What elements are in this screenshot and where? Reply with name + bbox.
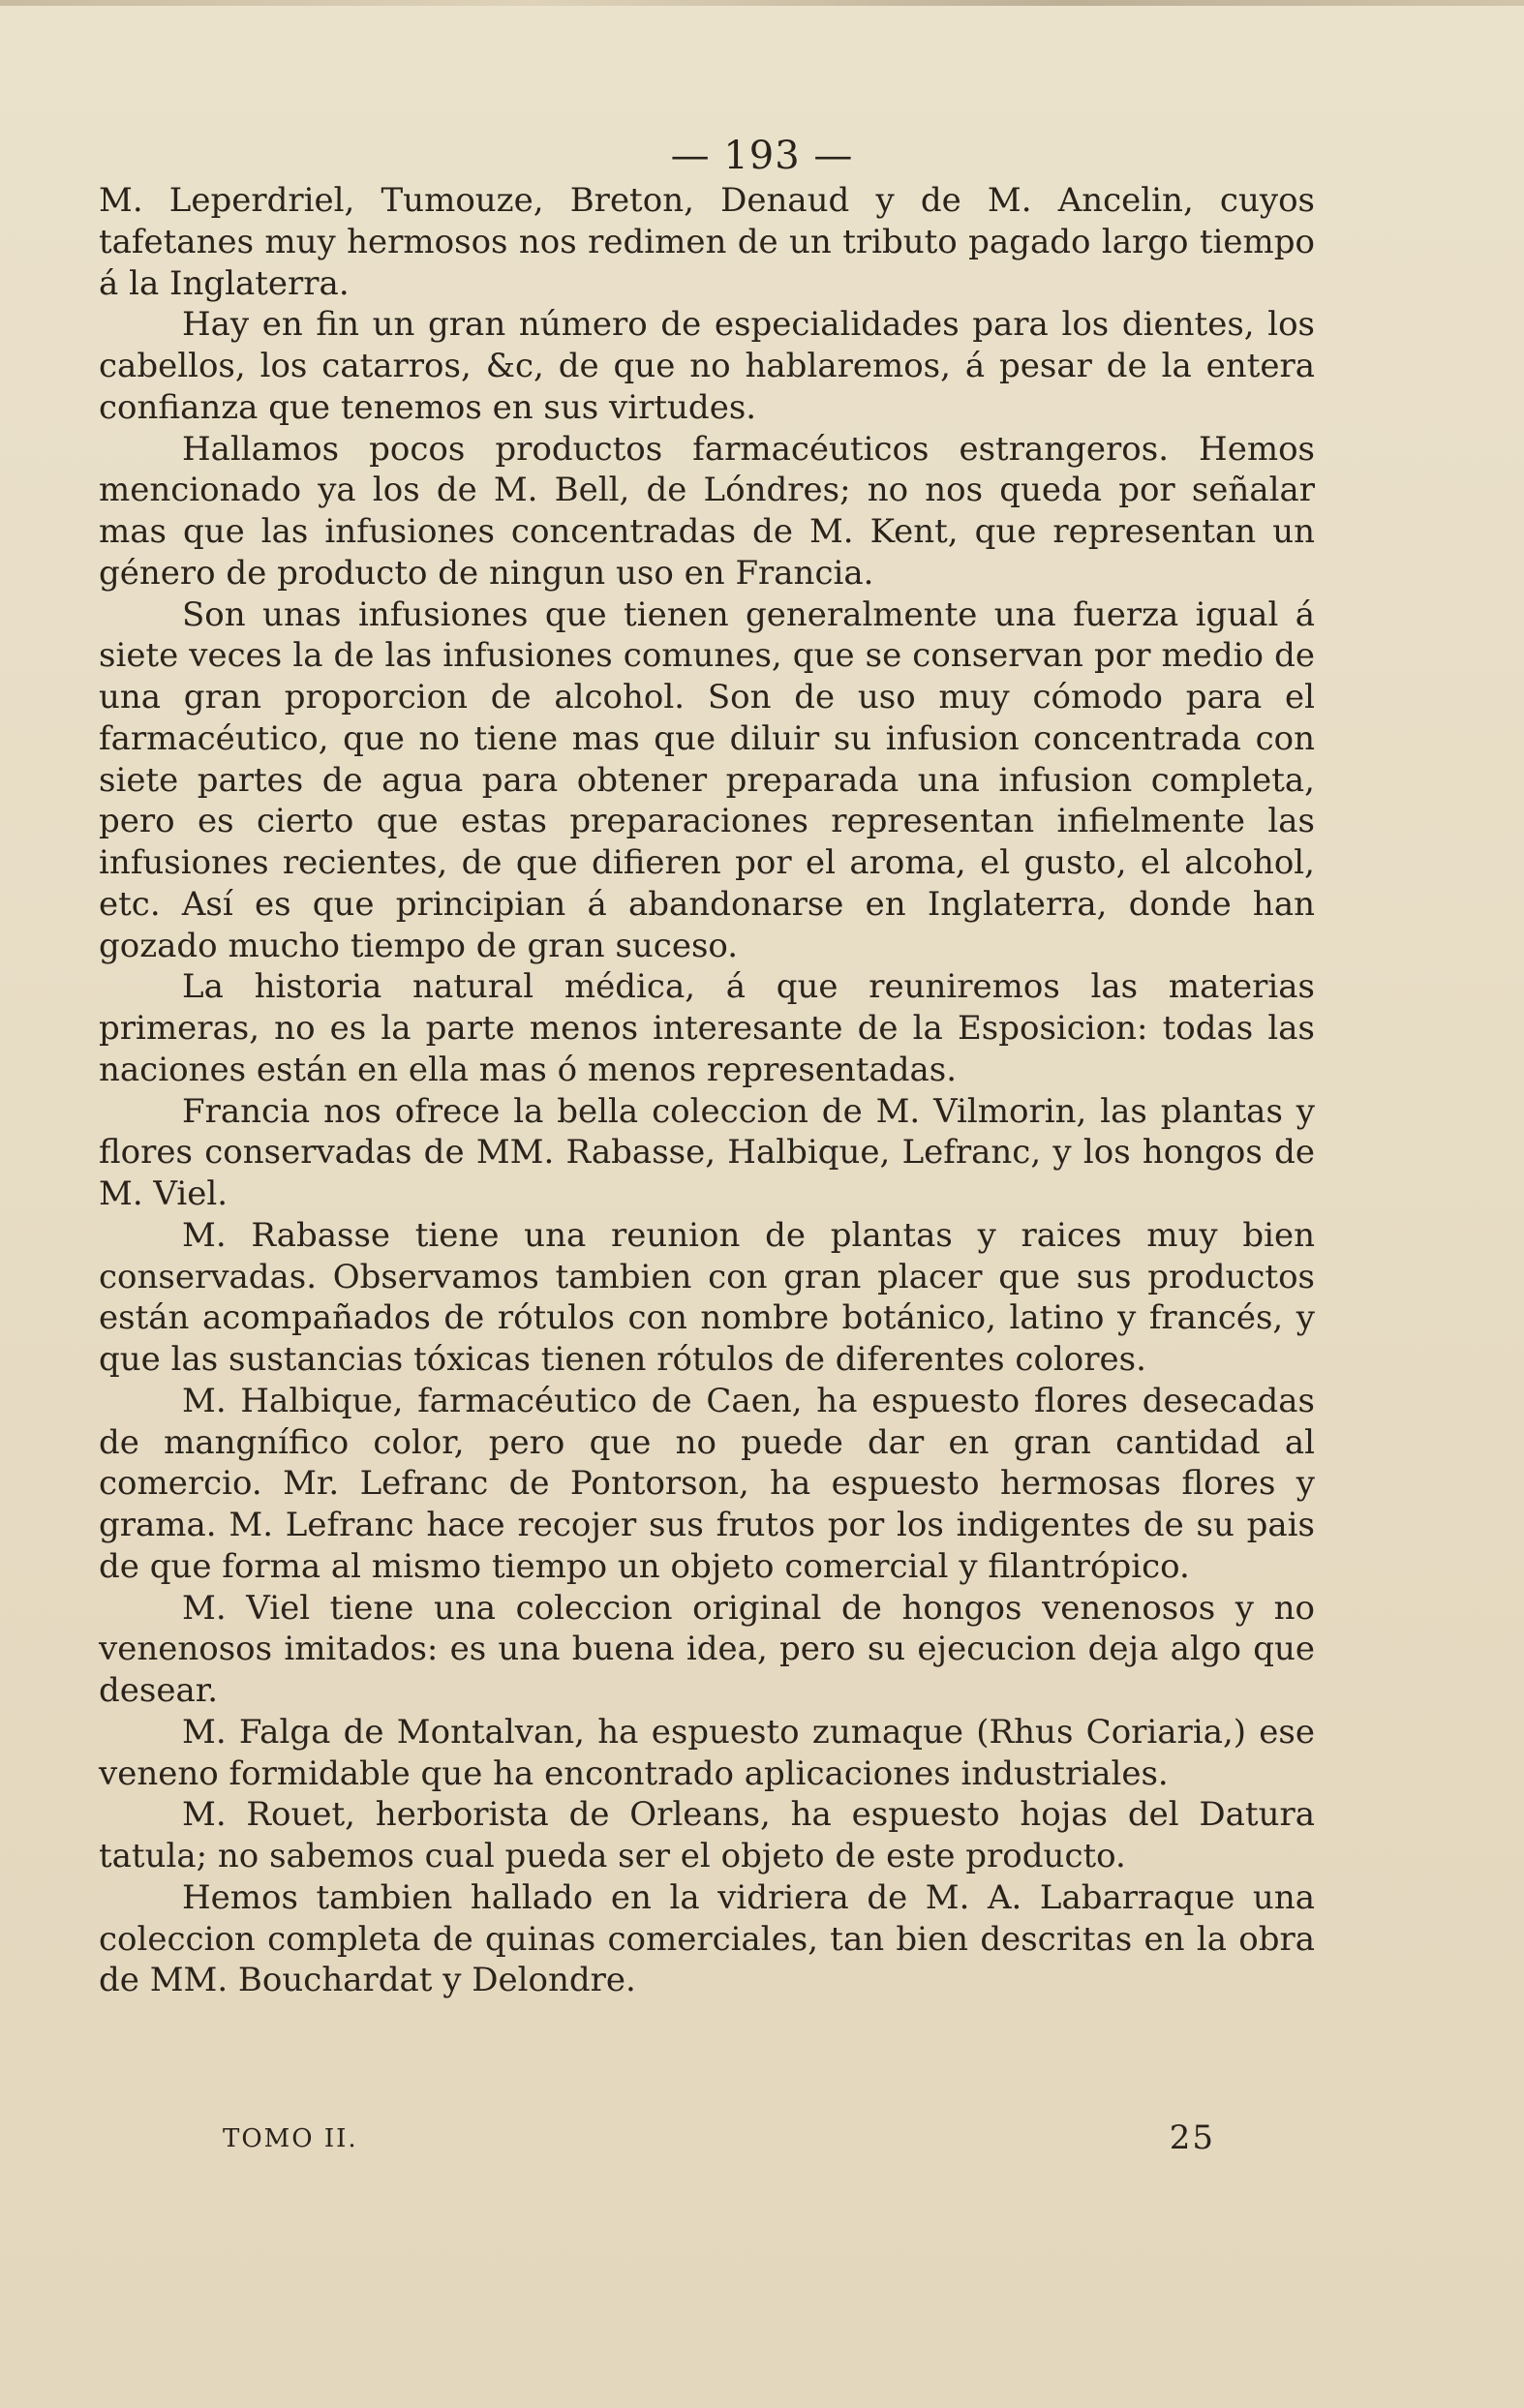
paragraph-10: M. Falga de Montalvan, ha espuesto zumaque (Rhus Coriaria,) ese veneno formidable que ha encontrado aplicaciones industriales. xyxy=(99,1712,1315,1793)
footer-volume: TOMO II. xyxy=(223,2124,358,2153)
paragraph-5: La historia natural médica, á que reuniremos las materias primeras, no es la parte menos interesante de la Esposicion: todas las naciones están en ella mas ó menos representadas. xyxy=(99,967,1315,1089)
footer-signature: 25 xyxy=(1169,2118,1215,2157)
body-text xyxy=(99,180,1315,2001)
page-number: — 193 — xyxy=(670,134,854,178)
paragraph-3: Hallamos pocos productos farmacéuticos estrangeros. Hemos mencionado ya los de M. Bell, de Lóndres; no nos queda por señalar mas que las infusiones concentradas de M. Kent, que representan un género de producto de ningun uso en Francia. xyxy=(99,429,1315,593)
paragraph-4: Son unas infusiones que tienen generalmente una fuerza igual á siete veces la de las infusiones comunes, que se conservan por medio de una gran proporcion de alcohol. Son de uso muy cómodo para el farmacéutico, que no tiene mas que diluir su infusion concentrada con siete partes de agua para obtener preparada una infusion completa, pero es cierto que estas preparaciones representan infielmente las infusiones recientes, de que difieren por el aroma, el gusto, el alcohol, etc. Así es que principian á abandonarse en Inglaterra, donde han gozado mucho tiempo de gran suceso. xyxy=(99,594,1315,965)
paragraph-11: M. Rouet, herborista de Orleans, ha espuesto hojas del Datura tatula; no sabemos cual pueda ser el objeto de este producto. xyxy=(99,1795,1315,1875)
paragraph-6: Francia nos ofrece la bella coleccion de M. Vilmorin, las plantas y flores conservadas de MM. Rabasse, Halbique, Lefranc, y los hongos de M. Viel. xyxy=(99,1091,1315,1213)
paragraph-12: Hemos tambien hallado en la vidriera de M. A. Labarraque una coleccion completa de quinas comerciales, tan bien descritas en la obra de MM. Bouchardat y Delondre. xyxy=(99,1877,1315,2000)
paragraph-1: M. Leperdriel, Tumouze, Breton, Denaud y de M. Ancelin, cuyos tafetanes muy hermosos nos redimen de un tributo pagado largo tiempo á la Inglaterra. xyxy=(99,181,1315,303)
paragraph-9: M. Viel tiene una coleccion original de hongos venenosos y no venenosos imitados: es una buena idea, pero su ejecucion deja algo que desear. xyxy=(99,1588,1315,1710)
paragraph-7: M. Rabasse tiene una reunion de plantas y raices muy bien conservadas. Observamos tambien con gran placer que sus productos están acompañados de rótulos con nombre botánico, latino y francés, y que las sustancias tóxicas tienen rótulos de diferentes colores. xyxy=(99,1215,1315,1379)
paragraph-2: Hay en fin un gran número de especialidades para los dientes, los cabellos, los catarros, &c, de que no hablaremos, á pesar de la entera confianza que tenemos en sus virtudes. xyxy=(99,305,1315,427)
page-top-edge xyxy=(0,0,1524,6)
paragraph-8: M. Halbique, farmacéutico de Caen, ha espuesto flores desecadas de mangnífico color, pero que no puede dar en gran cantidad al comercio. Mr. Lefranc de Pontorson, ha espuesto hermosas flores y grama. M. Lefranc hace recojer sus frutos por los indigentes de su pais de que forma al mismo tiempo un objeto comercial y filantrópico. xyxy=(99,1381,1315,1586)
